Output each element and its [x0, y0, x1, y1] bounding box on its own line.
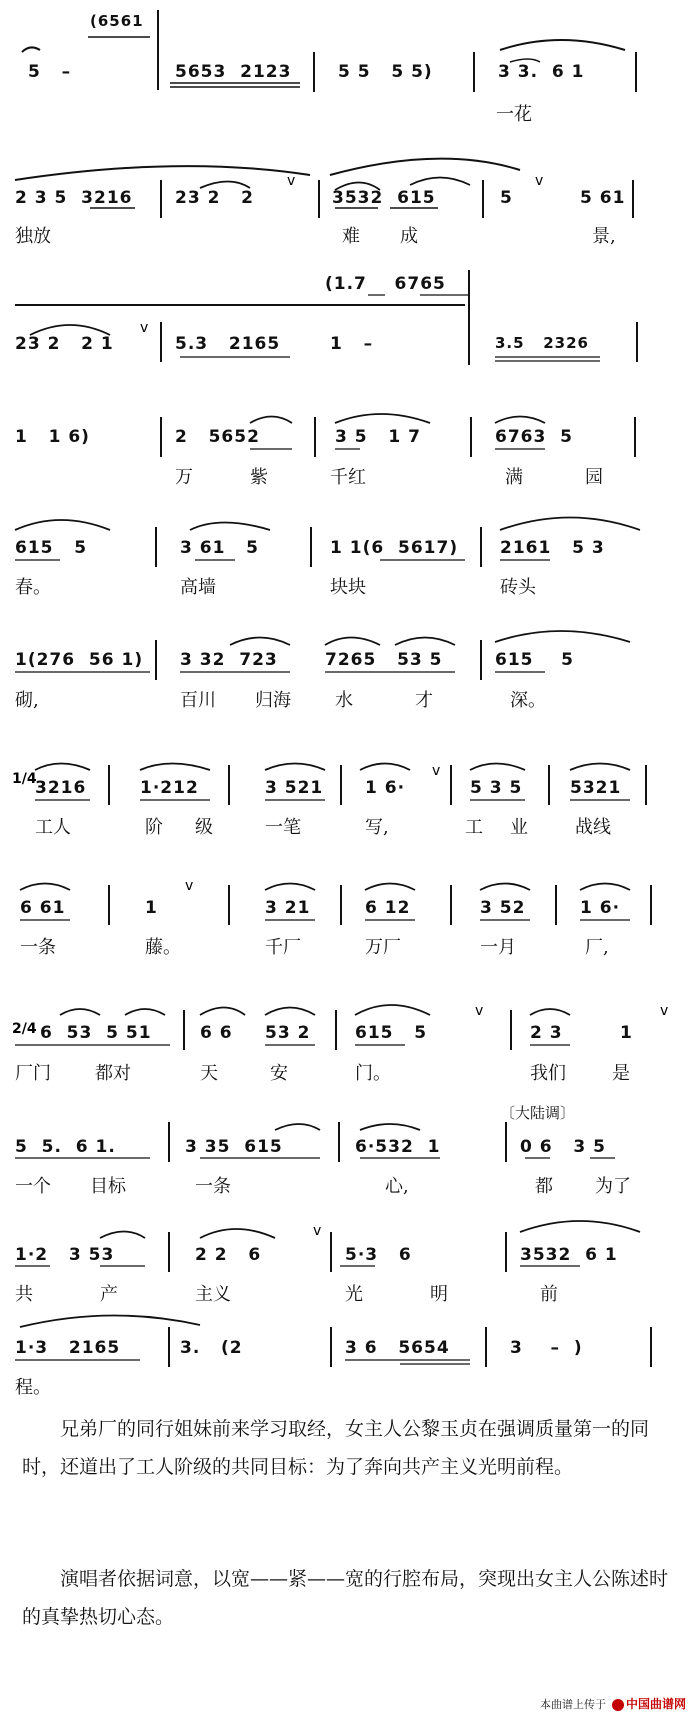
lyric: 都对 [95, 1063, 131, 1084]
note-group: 3 521 [265, 778, 324, 798]
note-group: 3.5 2326 [495, 334, 589, 352]
lyric: 一条 [195, 1176, 231, 1197]
barline [650, 1327, 652, 1367]
lyric: 都 [535, 1176, 553, 1197]
note-group: 1·212 [140, 778, 199, 798]
lyric: 天 [200, 1063, 218, 1084]
note-group: 1 6· [365, 778, 406, 798]
commentary-paragraph-1: 兄弟厂的同行姐妹前来学习取经，女主人公黎玉贞在强调质量第一的同时，还道出了工人阶级的共同目标：为了奔向共产主义光明前程。 [22, 1418, 650, 1478]
barline [330, 1232, 332, 1272]
barline [505, 1122, 507, 1162]
lyric: 战线 [575, 817, 611, 838]
lyric: 一花 [496, 104, 532, 125]
lyric: 砌, [15, 690, 39, 711]
svg-text:v: v [287, 173, 296, 189]
lyric: 产 [100, 1284, 118, 1305]
note-group: 1 1 6) [15, 427, 90, 447]
barline [548, 765, 550, 805]
note-group: 3 21 [265, 898, 311, 918]
lyric: 百川 [180, 690, 216, 711]
note-group: 5 3 5 [470, 778, 523, 798]
barline [340, 765, 342, 805]
lyric: 厂, [585, 937, 609, 958]
barline [313, 52, 315, 92]
svg-text:v: v [313, 1223, 322, 1239]
note-group: 5653 2123 [175, 62, 292, 82]
lyric: 高墙 [180, 577, 216, 598]
lyric: 业 [510, 817, 528, 838]
note-group: 5 5 5 5) [338, 62, 433, 82]
svg-text:v: v [432, 763, 441, 779]
note-group: 3532 615 [332, 188, 436, 208]
note-group: 6763 5 [495, 427, 573, 447]
lyric: 明 [430, 1284, 448, 1305]
lyric: 为了 [595, 1176, 631, 1197]
note-group: 1·2 3 53 [15, 1245, 115, 1265]
lyric: 共 [15, 1284, 33, 1305]
barline [485, 1327, 487, 1367]
svg-text:v: v [140, 320, 149, 336]
barline [228, 885, 230, 925]
note-group: 5·3 6 [345, 1245, 412, 1265]
commentary-paragraph-2: 演唱者依据词意，以宽——紧——宽的行腔布局，突现出女主人公陈述时的真挚热切心态。 [22, 1568, 669, 1628]
barline [632, 180, 634, 218]
note-group: 1 – [330, 334, 374, 354]
lyric: 千红 [330, 467, 366, 488]
lyric: 一个 [15, 1176, 51, 1197]
barline [505, 1232, 507, 1272]
lyric: 级 [195, 817, 213, 838]
note-group: 3532 6 1 [520, 1245, 618, 1265]
barline [473, 52, 475, 92]
barline [470, 417, 472, 457]
barline [480, 527, 482, 567]
barline [636, 322, 638, 362]
note-group: 53 2 [265, 1023, 311, 1043]
note-group: 1 6· [580, 898, 621, 918]
note-group: 0 6 3 5 [520, 1137, 606, 1157]
lyric: 光 [345, 1284, 363, 1305]
lyric: 块块 [330, 577, 366, 598]
lyric: 工 [465, 817, 483, 838]
lyric: 独放 [15, 226, 51, 247]
note-group: 5 5. 6 1. [15, 1137, 116, 1157]
lyric: 主义 [195, 1284, 231, 1305]
site-logo-icon [612, 1699, 624, 1711]
site-name: 中国曲谱网 [625, 1697, 686, 1711]
barline [650, 885, 652, 925]
site-logo[interactable] [612, 1695, 686, 1712]
note-group: 3 – ) [510, 1338, 583, 1358]
barline [310, 527, 312, 567]
barline [450, 765, 452, 805]
note-group: 615 5 [15, 538, 88, 558]
footer-credit [540, 1695, 686, 1712]
note-group: 3 32 723 [180, 650, 278, 670]
barline [450, 885, 452, 925]
barline [634, 417, 636, 457]
lyric: 难 [342, 226, 360, 247]
note-group: 2 3 [530, 1023, 563, 1043]
svg-text:1/4: 1/4 [12, 771, 37, 787]
note-group: 3 6 5654 [345, 1338, 450, 1358]
barline [645, 765, 647, 805]
note-group: 3 35 615 [185, 1137, 283, 1157]
note-group: 3216 [35, 778, 87, 798]
note-group: 1 [620, 1023, 633, 1043]
note-group: 6·532 1 [355, 1137, 441, 1157]
barline [482, 180, 484, 218]
note-group: 5.3 2165 [175, 334, 281, 354]
note-group: 6 53 5 51 [40, 1023, 152, 1043]
note-group: 2 3 5 3216 [15, 188, 133, 208]
svg-text:v: v [535, 173, 544, 189]
lyric: 阶 [145, 817, 163, 838]
lyric: 我们 [530, 1063, 566, 1084]
barline [157, 10, 159, 90]
lyric: 成 [400, 226, 418, 247]
note-group: (1.7 6765 [325, 274, 446, 294]
barline [314, 417, 316, 457]
lyric: 心, [385, 1176, 409, 1197]
note-group: 6 61 [20, 898, 66, 918]
note-group: 5 [500, 188, 513, 208]
note-group: 3 3. 6 1 [498, 62, 585, 82]
lyric: 才 [415, 690, 433, 711]
lyric: 目标 [90, 1176, 126, 1197]
note-group: 5 61 [580, 188, 626, 208]
lyric: 满 [505, 467, 523, 488]
lyric: 砖头 [500, 577, 536, 598]
svg-text:2/4: 2/4 [12, 1021, 37, 1037]
tune-marking: 〔大陆调〕 [500, 1104, 576, 1122]
lyric: 万 [175, 467, 193, 488]
lyric: 深。 [510, 690, 546, 711]
lyric: 水 [335, 690, 353, 711]
note-group: 7265 53 5 [325, 650, 443, 670]
note-group: 2 2 6 [195, 1245, 262, 1265]
lyric: 紫 [250, 467, 268, 488]
note-group: 6 12 [365, 898, 411, 918]
note-group: 2161 5 3 [500, 538, 605, 558]
barline [168, 1327, 170, 1367]
barline [108, 765, 110, 805]
lyric: 门。 [355, 1063, 391, 1084]
note-group: 3 5 1 7 [335, 427, 421, 447]
barline [335, 1010, 337, 1050]
barline [555, 885, 557, 925]
barline [228, 765, 230, 805]
lyric: 程。 [15, 1377, 51, 1398]
barline [635, 52, 637, 92]
svg-text:v: v [475, 1003, 484, 1019]
barline [480, 640, 482, 680]
lyric: 春。 [15, 577, 51, 598]
lyric: 一月 [480, 937, 516, 958]
barline [160, 322, 162, 362]
note-group: 6 6 [200, 1023, 233, 1043]
note-group: 3 61 5 [180, 538, 259, 558]
lyric: 归海 [255, 690, 291, 711]
note-group: 615 5 [495, 650, 574, 670]
note-group: 615 5 [355, 1023, 428, 1043]
barline [510, 1010, 512, 1050]
barline [330, 1327, 332, 1367]
barline [160, 417, 162, 457]
svg-text:v: v [185, 878, 194, 894]
lyric: 厂门 [15, 1063, 51, 1084]
note-group: 3. (2 [180, 1338, 243, 1358]
lyric: 写, [365, 817, 389, 838]
note-group: (6561 [90, 12, 144, 30]
credit-text: 本曲谱上传于 [539, 1697, 606, 1711]
note-group: 2 5652 [175, 427, 260, 447]
note-group: 5321 [570, 778, 622, 798]
barline [168, 1122, 170, 1162]
lyric: 一笔 [265, 817, 301, 838]
note-group: 1·3 2165 [15, 1338, 121, 1358]
note-group: 1 [145, 898, 158, 918]
barline [318, 180, 320, 218]
lyric: 园 [585, 467, 603, 488]
lyric: 千厂 [265, 937, 301, 958]
lyric: 前 [540, 1284, 558, 1305]
lyric: 一条 [20, 937, 56, 958]
note-group: 1(276 56 1) [15, 650, 144, 670]
note-group: 5 – [28, 62, 72, 82]
barline [340, 885, 342, 925]
barline [168, 1232, 170, 1272]
svg-text:v: v [660, 1003, 669, 1019]
lyric: 藤。 [145, 937, 181, 958]
note-group: 23 2 2 1 [15, 334, 114, 354]
lyric: 万厂 [365, 937, 401, 958]
barline [160, 180, 162, 218]
lyric: 景, [592, 226, 616, 247]
note-group: 23 2 2 [175, 188, 254, 208]
lyric: 安 [270, 1063, 288, 1084]
barline [468, 270, 470, 365]
lyric: 工人 [35, 817, 71, 838]
barline [183, 1010, 185, 1050]
barline [155, 640, 157, 680]
barline [338, 1122, 340, 1162]
note-group: 3 52 [480, 898, 526, 918]
lyric: 是 [612, 1063, 630, 1084]
barline [108, 885, 110, 925]
barline [155, 527, 157, 567]
note-group: 1 1(6 5617) [330, 538, 459, 558]
